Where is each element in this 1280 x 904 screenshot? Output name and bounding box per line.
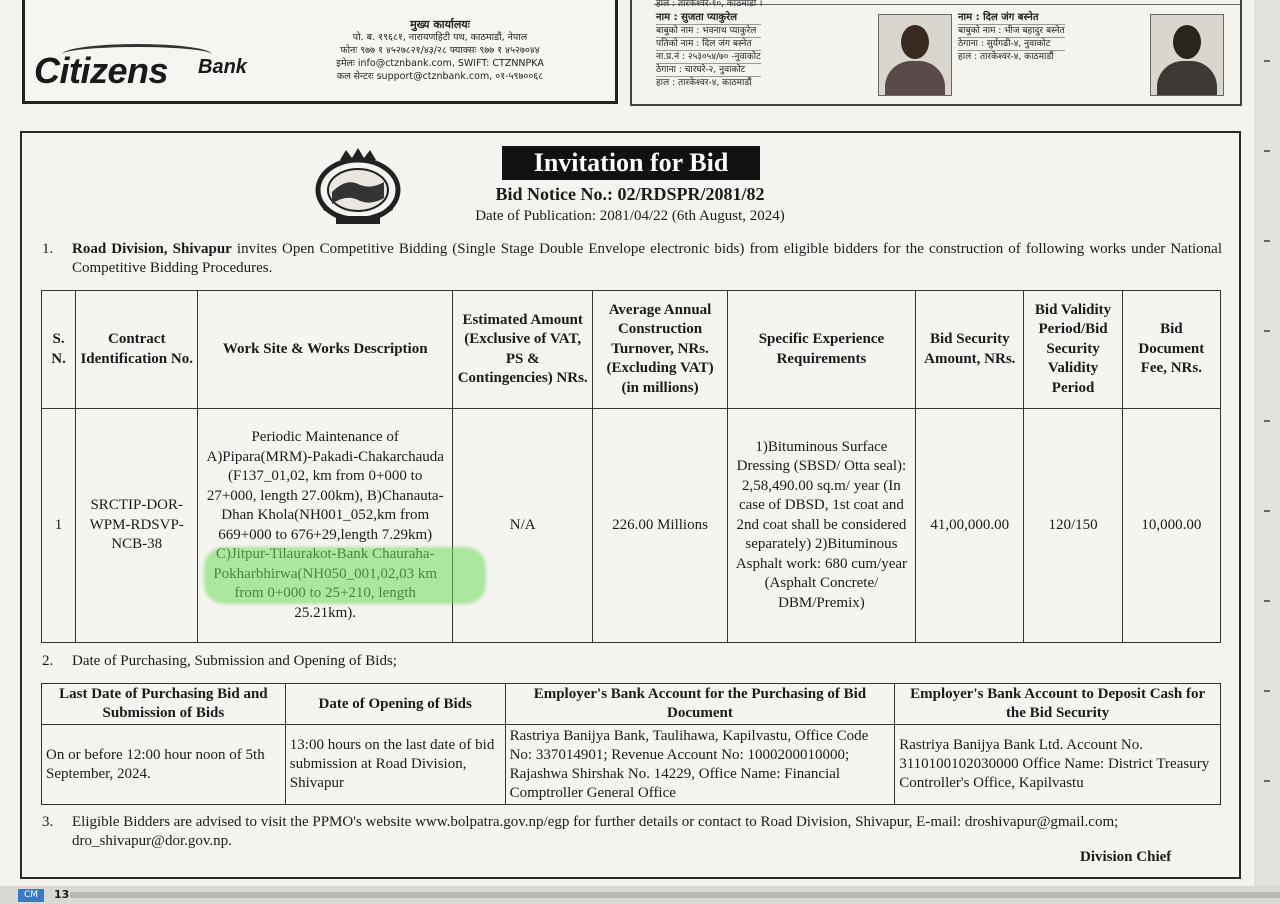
person-1-row: ना.प्र.नं : २५३०५४/७० -नुवाकोट	[656, 52, 761, 62]
photo-head	[901, 25, 929, 59]
person-2-name: नाम : दिल जंग बस्नेत	[958, 12, 1039, 23]
bid-document-fee: 10,000.00	[1122, 409, 1220, 643]
table-row	[42, 409, 1221, 643]
dates-table	[41, 683, 1221, 805]
submission-deadline: On or before 12:00 hour noon of 5th September, 2024.	[42, 725, 286, 805]
notice-top-line: हाल : तारकेश्वर-१०, काठमाडौं ।	[656, 0, 763, 9]
annual-turnover: 226.00 Millions	[593, 409, 727, 643]
paragraph-text	[72, 240, 1222, 278]
column-header: Employer's Bank Account for the Purchasing of Bid Document	[505, 684, 895, 725]
paragraph-text: Date of Purchasing, Submission and Opening of Bids;	[72, 653, 397, 669]
person-1-row: ठेगाना : चारघरे-२, नुवाकोट	[656, 63, 761, 76]
address-line: फोनः ९७७ १ ४५२७८२१/४३/२८ फ्याक्सः ९७७ १ ४५२७०४४	[340, 45, 540, 56]
address-line: इमेलः info@ctznbank.com, SWIFT: CTZNNPKA	[336, 58, 544, 69]
security-bank-account: Rastriya Banijya Bank Ltd. Account No. 3110100102030000 Office Name: District Treasury Controller's Office, Kapilvastu	[895, 725, 1221, 805]
opening-date: 13:00 hours on the last date of bid submission at Road Division, Shivapur	[285, 725, 505, 805]
bank-address	[280, 18, 600, 83]
logo-suffix: Bank	[198, 56, 247, 78]
paragraph-number: 3.	[42, 814, 54, 830]
paragraph-1	[42, 240, 1222, 278]
bid-security-amount: 41,00,000.00	[916, 409, 1024, 643]
table-header-row	[42, 291, 1221, 409]
purchase-bank-account: Rastriya Banijya Bank, Taulihawa, Kapilvastu, Office Code No: 337014901; Revenue Account No: 1000200010000; Rajashwa Shirshak No. 14229, Office Name: Financial Comptroller General Office	[505, 725, 895, 805]
contract-id: SRCTIP-DOR-WPM-RDSVP-NCB-38	[76, 409, 198, 643]
address-line: कल सेन्टरः support@ctznbank.com, ०१-५९७००६८	[336, 71, 544, 82]
publication-date: Date of Publication: 2081/04/22 (6th August, 2024)	[475, 208, 785, 224]
person-2-details	[958, 12, 1065, 63]
person-2-photo	[1150, 14, 1224, 96]
column-header: Bid Document Fee, NRs.	[1122, 291, 1220, 409]
person-1-row: बाबुको नाम : भवनाथ प्याकुरेल	[656, 24, 761, 37]
table-row	[42, 725, 1221, 805]
column-header: Work Site & Works Description	[198, 291, 453, 409]
paragraph-text: Eligible Bidders are advised to visit the PPMO's website www.bolpatra.gov.np/egp for further details or contact to Road Division, Shivapur, E-mail: droshivapur@gmail.com; dro_shivapur@dor.gov.np.	[72, 814, 1119, 849]
person-1-photo	[878, 14, 952, 96]
signoff: Division Chief	[1080, 849, 1172, 865]
person-2-row: बाबुको नाम : भीज बहादुर बस्नेत	[958, 26, 1065, 36]
footer-rule	[70, 892, 1280, 898]
citizens-bank-logo	[34, 44, 274, 94]
head-office-label: मुख्य कार्यालयः	[410, 18, 470, 31]
paragraph-body: invites Open Competitive Bidding (Single Stage Double Envelope electronic bids) from eligible bidders for the construction of following works under National Competitive Bidding Procedures.	[72, 241, 1222, 276]
column-header: Average Annual Construction Turnover, NRs. (Excluding VAT) (in millions)	[593, 291, 727, 409]
bid-validity-period: 120/150	[1024, 409, 1122, 643]
footer-tag: CM	[18, 889, 44, 902]
experience-requirements: 1)Bituminous Surface Dressing (SBSD/ Otta seal): 2,58,490.00 sq.m/ year (In case of DBSD, 1st coat and 2nd coat shall be considered separately) 2)Bituminous Asphalt work: 680 cum/year (Asphalt Concrete/ DBM/Premix)	[727, 409, 915, 643]
paragraph-number: 1.	[42, 241, 54, 257]
column-header: Specific Experience Requirements	[727, 291, 915, 409]
person-1-details	[656, 12, 761, 89]
logo-name: Citizens	[34, 50, 169, 91]
serial-number: 1	[42, 409, 76, 643]
table-header-row	[42, 684, 1221, 725]
column-header: Date of Opening of Bids	[285, 684, 505, 725]
bid-notice-number: Bid Notice No.: 02/RDSPR/2081/82	[495, 184, 765, 204]
photo-body	[1157, 61, 1217, 96]
paragraph-3	[42, 813, 1222, 851]
column-header: Bid Validity Period/Bid Security Validity Period	[1024, 291, 1122, 409]
paragraph-2	[42, 652, 1222, 671]
person-1-row: हाल : तारकेश्वर-४, काठमाडौं	[656, 76, 761, 89]
person-2-row: ठेगाना : सुर्यगढी-४, नुवाकोट	[958, 37, 1065, 50]
column-header: Bid Security Amount, NRs.	[916, 291, 1024, 409]
work-description: Periodic Maintenance of A)Pipara(MRM)-Pakadi-Chakarchauda (F137_01,02, km from 0+000 to 27+000, length 27.00km), B)Chanauta-Dhan Khola(NH001_052,km from 669+000 to 676+29,length 7.29km) 25.21km).	[198, 409, 453, 643]
address-line: पो. ब. १९६८१, नारायणहिटी पथ, काठमाडौं, नेपाल	[352, 32, 528, 43]
paragraph-number: 2.	[42, 653, 54, 669]
person-1-name: नाम : सुजता प्याकुरेल	[656, 12, 737, 23]
column-header: Contract Identification No.	[76, 291, 198, 409]
division-name: Road Division, Shivapur	[72, 241, 232, 257]
column-header: Last Date of Purchasing Bid and Submission of Bids	[42, 684, 286, 725]
column-header: Employer's Bank Account to Deposit Cash for the Bid Security	[895, 684, 1221, 725]
notice-title: Invitation for Bid	[502, 146, 760, 180]
green-highlight-mark	[204, 547, 486, 604]
column-header: S. N.	[42, 291, 76, 409]
page-number: 13	[54, 888, 70, 901]
estimated-amount: N/A	[453, 409, 593, 643]
photo-body	[885, 61, 945, 96]
photo-head	[1173, 25, 1201, 59]
person-1-row: पतिको नाम : दिल जंग बस्नेत	[656, 37, 761, 50]
person-2-row: हाल : तारकेश्वर-४, काठमाडौं	[958, 50, 1065, 63]
page-footer-strip	[0, 886, 1280, 904]
adjacent-page-edge	[1254, 0, 1280, 904]
column-header: Estimated Amount (Exclusive of VAT, PS & Contingencies) NRs.	[453, 291, 593, 409]
